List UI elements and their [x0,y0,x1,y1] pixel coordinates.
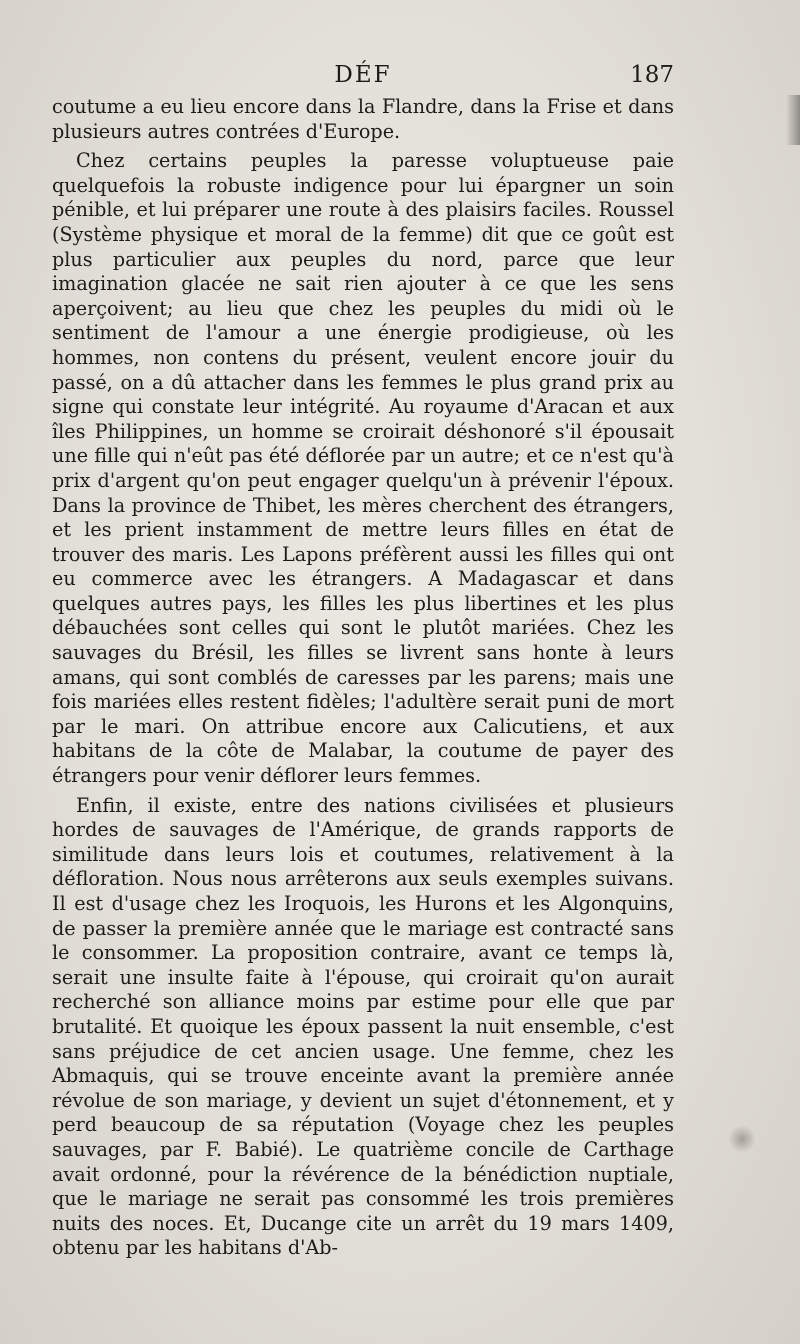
page-header [52,62,674,96]
page-edge-shadow [786,95,800,145]
page-number: 187 [630,62,674,88]
paragraph: Chez certains peuples la paresse voluptueuse paie quelquefois la robuste indigence pour lui épargner un soin pénible, et lui préparer une route à des plaisirs faciles. Roussel (Système physique et moral de la femme) dit que ce goût est plus particulier aux peuples du nord, parce que leur imagination glacée ne sait rien ajouter à ce que les sens aperçoivent; au lieu que chez les peuples du midi où le sentiment de l'amour a une énergie prodigieuse, où les hommes, non contens du présent, veulent encore jouir du passé, on a dû attacher dans les femmes le plus grand prix au signe qui constate leur intégrité. Au royaume d'Aracan et aux îles Philippines, un homme se croirait déshonoré s'il épousait une fille qui n'eût pas été déflorée par un autre; et ce n'est qu'à prix d'argent qu'on peut engager quelqu'un à prévenir l'époux. Dans la province de Thibet, les mères cherchent des étrangers, et les prient instamment de mettre leurs filles en état de trouver des maris. Les Lapons préfèrent aussi les filles qui ont eu commerce avec les étrangers. A Madagascar et dans quelques autres pays, les filles les plus libertines et les plus débauchées sont celles qui sont le plutôt mariées. Chez les sauvages du Brésil, les filles se livrent sans honte à leurs amans, qui sont comblés de caresses par les parens; mais une fois mariées elles restent fidèles; l'adultère serait puni de mort par le mari. On attribue encore aux Calicutiens, et aux habitans de la côte de Malabar, la coutume de payer des étrangers pour venir déflorer leurs femmes. [52,149,674,788]
paper-stain [728,1125,756,1153]
running-head: DÉF [334,62,392,88]
paragraph-continued: coutume a eu lieu encore dans la Flandre, dans la Frise et dans plusieurs autres contrées d'Europe. [52,95,674,143]
body-text [52,95,674,1266]
paragraph: Enfin, il existe, entre des nations civilisées et plusieurs hordes de sauvages de l'Amérique, de grands rapports de similitude dans leurs lois et coutumes, relativement à la défloration. Nous nous arrêterons aux seuls exemples suivans. Il est d'usage chez les Iroquois, les Hurons et les Algonquins, de passer la première année que le mariage est contracté sans le consommer. La proposition contraire, avant ce temps là, serait une insulte faite à l'épouse, qui croirait qu'on aurait recherché son alliance moins par estime pour elle que par brutalité. Et quoique les époux passent la nuit ensemble, c'est sans préjudice de cet ancien usage. Une femme, chez les Abmaquis, qui se trouve enceinte avant la première année révolue de son mariage, y devient un sujet d'étonnement, et y perd beaucoup de sa réputation (Voyage chez les peuples sauvages, par F. Babié). Le quatrième concile de Carthage avait ordonné, pour la révérence de la bénédiction nuptiale, que le mariage ne serait pas consommé les trois premières nuits des noces. Et, Ducange cite un arrêt du 19 mars 1409, obtenu par les habitans d'Ab- [52,793,674,1260]
